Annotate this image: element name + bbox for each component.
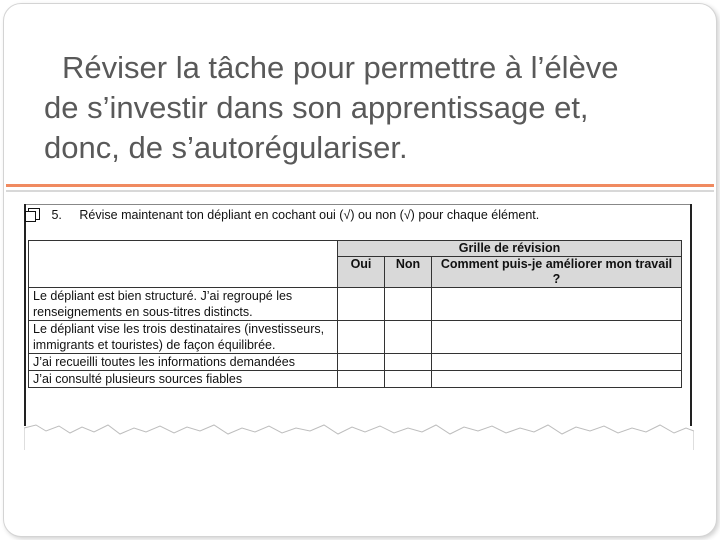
col-header-oui: Oui bbox=[338, 257, 385, 288]
comment-cell[interactable] bbox=[432, 371, 682, 388]
oui-checkbox-cell[interactable] bbox=[338, 321, 385, 354]
title-line-1: Réviser la tâche pour permettre à l’élève bbox=[62, 50, 619, 85]
title-line-3: donc, de s’autorégulariser. bbox=[44, 130, 408, 165]
torn-edge bbox=[24, 422, 694, 450]
grid-title: Grille de révision bbox=[338, 241, 682, 257]
item-number: 5. bbox=[51, 208, 62, 222]
doc-border-top bbox=[24, 204, 692, 205]
slide-title bbox=[44, 48, 704, 168]
oui-checkbox-cell[interactable] bbox=[338, 371, 385, 388]
table-row bbox=[29, 321, 682, 354]
non-checkbox-cell[interactable] bbox=[385, 288, 432, 321]
criterion-cell: J’ai consulté plusieurs sources fiables bbox=[29, 371, 338, 388]
doc-border-right bbox=[690, 204, 692, 426]
revision-grid bbox=[28, 240, 682, 388]
col-header-comment: Comment puis-je améliorer mon travail ? bbox=[432, 257, 682, 288]
criterion-cell: J’ai recueilli toutes les informations demandées bbox=[29, 354, 338, 371]
secondary-divider bbox=[6, 190, 714, 192]
grid-corner-2 bbox=[29, 257, 338, 288]
checkbox-icon bbox=[28, 208, 40, 220]
criterion-cell: Le dépliant est bien structuré. J’ai regroupé les renseignements en sous-titres distincts. bbox=[29, 288, 338, 321]
non-checkbox-cell[interactable] bbox=[385, 371, 432, 388]
doc-border-left bbox=[24, 204, 26, 426]
table-row bbox=[29, 354, 682, 371]
comment-cell[interactable] bbox=[432, 288, 682, 321]
comment-cell[interactable] bbox=[432, 354, 682, 371]
grid-corner bbox=[29, 241, 338, 257]
table-row bbox=[29, 371, 682, 388]
criterion-cell: Le dépliant vise les trois destinataires (investisseurs, immigrants et touristes) de façon équilibrée. bbox=[29, 321, 338, 354]
comment-cell[interactable] bbox=[432, 321, 682, 354]
instruction-text: Révise maintenant ton dépliant en cochant oui (√) ou non (√) pour chaque élément. bbox=[79, 208, 540, 222]
non-checkbox-cell[interactable] bbox=[385, 354, 432, 371]
oui-checkbox-cell[interactable] bbox=[338, 288, 385, 321]
instruction-line bbox=[28, 208, 539, 222]
document-excerpt bbox=[24, 200, 694, 450]
accent-divider bbox=[6, 184, 714, 187]
oui-checkbox-cell[interactable] bbox=[338, 354, 385, 371]
col-header-non: Non bbox=[385, 257, 432, 288]
table-row bbox=[29, 288, 682, 321]
title-line-2: de s’investir dans son apprentissage et, bbox=[44, 90, 589, 125]
non-checkbox-cell[interactable] bbox=[385, 321, 432, 354]
